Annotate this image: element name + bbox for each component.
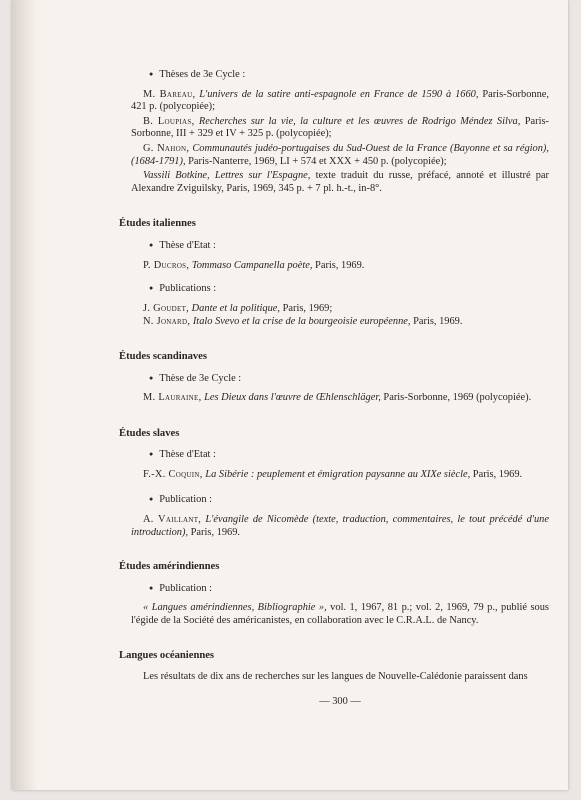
page-number: — 300 — [319,695,361,707]
page-content [119,56,549,708]
amerindiennes-pub-heading: ● Publication : [131,583,549,596]
section-title-italiennes: Études italiennes [119,218,196,230]
slaves-pub-heading: ● Publication : [131,494,549,507]
entry-jonard: N. Jonard, Italo Svevo et la crise de la bourgeoisie européenne, Paris, 1969. [143,316,463,328]
section-title-slaves: Études slaves [119,427,180,439]
entry-vaillant: A. Vaillant, L'évangile de Nicomède (texte, traduction, commentaires, le tout précédé d'une introduction), Paris, 1969. [131,514,549,538]
scandinaves-heading: ● Thèse de 3e Cycle : [131,373,549,386]
entry-nahon: G. Nahon, Communautés judéo-portugaises du Sud-Ouest de la France (Bayonne et sa région), (1684-1791), Paris-Nanterre, 1969, LI + 574 et XXX + 450 p. (polycopiée); [131,142,549,167]
oceaniennes-text: Les résultats de dix ans de recherches sur les langues de Nouvelle-Calédonie paraissent dans [143,671,528,683]
entry-lauraine: M. Lauraine, Les Dieux dans l'œuvre de Œhlenschläger, Paris-Sorbonne, 1969 (polycopiée). [143,392,532,404]
entry-ducros: P. Ducros, Tommaso Campanella poète, Paris, 1969. [143,259,365,271]
section-title-scandinaves: Études scandinaves [119,350,208,362]
italiennes-these-heading: ● Thèse d'Etat : [131,240,549,253]
entry-coquin: F.-X. Coquin, La Sibérie : peuplement et émigration paysanne au XIXe siècle, Paris, 1969. [143,468,523,480]
page-binding-edge [12,0,38,790]
entry-botkine: Vassili Botkine, Lettres sur l'Espagne, texte traduit du russe, préfacé, annoté et illustré par Alexandre Zviguilsky, Paris, 1969, 345 p. + 7 pl. h.-t., in-8°. [131,170,549,194]
slaves-these-heading: ● Thèse d'Etat : [131,449,549,462]
entry-langues-amerindiennes: « Langues amérindiennes, Bibliographie », vol. 1, 1967, 81 p.; vol. 2, 1969, 79 p., publié sous l'égide de la Société des américanistes, en collaboration avec le C.R.A.L. de Nancy. [131,602,549,627]
section-title-amerindiennes: Études amérindiennes [119,561,220,573]
section-title-oceaniennes: Langues océaniennes [119,649,215,661]
entry-bareau: M. Bareau, L'univers de la satire anti-espagnole en France de 1590 à 1660, Paris-Sorbonne, 421 p. (polycopiée); [131,88,549,113]
entry-goudet: J. Goudet, Dante et la politique, Paris, 1969; [143,302,333,314]
italiennes-pub-heading: ● Publications : [131,283,549,296]
document-page [12,0,568,790]
theses-3e-heading: ● Thèses de 3e Cycle : [131,69,549,82]
entry-loupias: B. Loupias, Recherches sur la vie, la culture et les œuvres de Rodrigo Méndez Silva, Paris-Sorbonne, III + 329 et IV + 325 p. (polycopiée); [131,115,549,140]
